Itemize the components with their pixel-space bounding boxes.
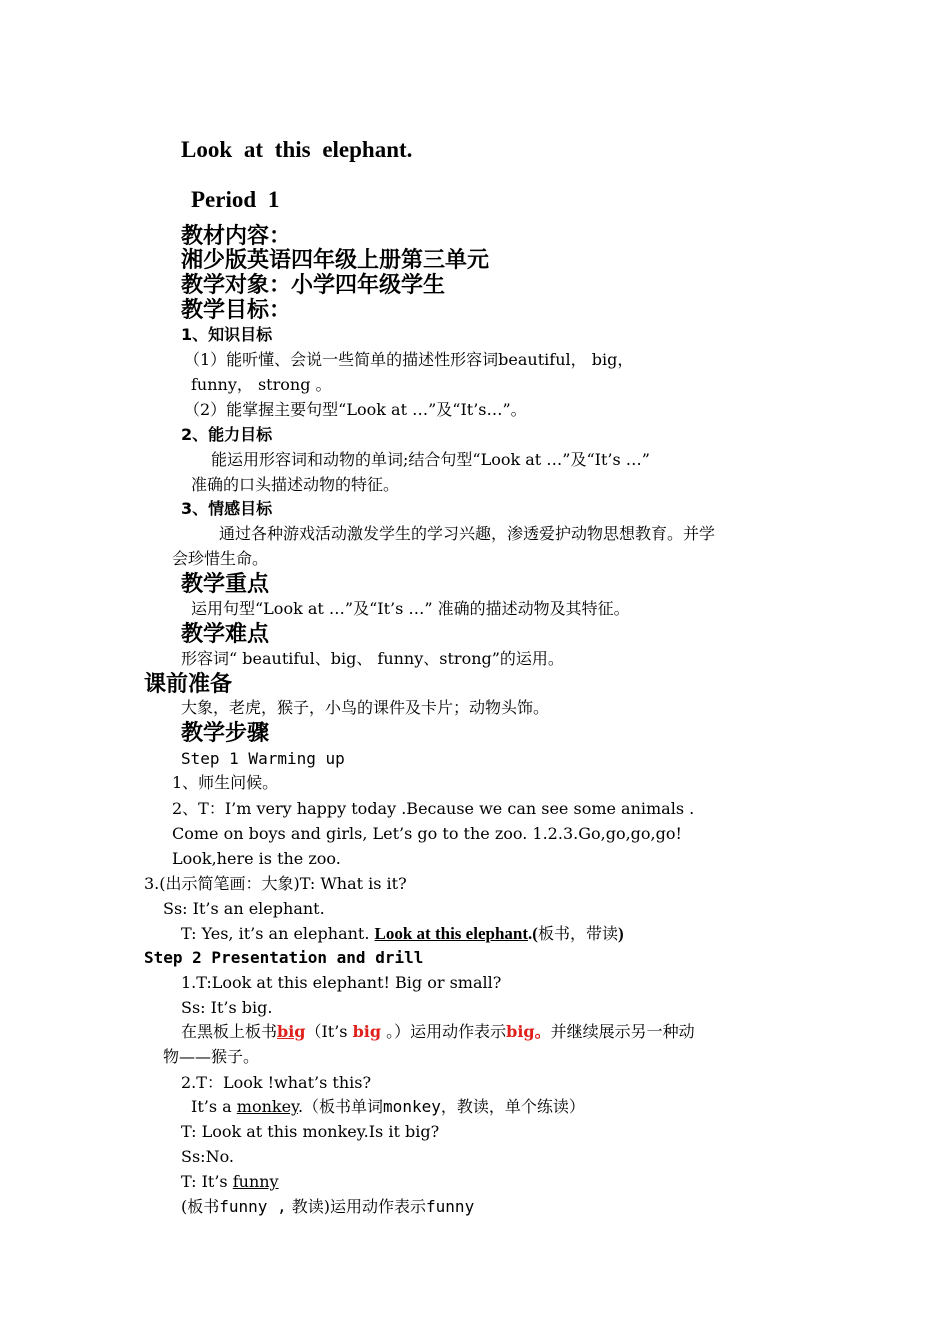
- step2-line3-continue: 并继续展示另一种动: [550, 1022, 695, 1041]
- difficulties-heading: 教学难点: [181, 622, 270, 647]
- step2-line6-text: It’s a: [191, 1097, 237, 1116]
- big-word: big: [352, 1022, 382, 1041]
- document-title: Look at this elephant.: [181, 137, 413, 162]
- key-points-text: 运用句型“Look at …”及“It’s …” 准确的描述动物及其特征。: [191, 599, 630, 618]
- step1-line1: 1、师生问候。: [172, 773, 279, 792]
- monkey-word: monkey: [383, 1097, 441, 1116]
- step1-heading: Step 1 Warming up: [181, 749, 345, 768]
- step2-line4: 物——猴子。: [163, 1047, 260, 1066]
- step2-line5: 2.T：Look !what’s this?: [181, 1073, 372, 1092]
- preparation-text: 大象，老虎，猴子，小鸟的课件及卡片；动物头饰。: [181, 698, 550, 717]
- step2-line6-note-end: ，教读，单个练读）: [440, 1097, 585, 1116]
- step1-line6: Ss: It’s an elephant.: [163, 899, 325, 918]
- ability-line2: 准确的口头描述动物的特征。: [191, 475, 400, 494]
- knowledge-item2: （2）能掌握主要句型“Look at …”及“It’s…”。: [184, 400, 527, 419]
- funny-word: funny: [232, 1172, 279, 1191]
- difficulties-text: 形容词“ beautiful、big、 funny、strong”的运用。: [181, 649, 564, 668]
- emotion-line1: 通过各种游戏活动激发学生的学习兴趣，渗透爱护动物思想教育。并学: [219, 524, 716, 543]
- step2-line9: [181, 1174, 279, 1190]
- step2-line3-paren: （It’s: [305, 1022, 353, 1041]
- step2-line3-text: 在黑板上板书: [181, 1022, 278, 1041]
- step2-line2: Ss: It’s big.: [181, 998, 273, 1017]
- ability-heading: 2、能力目标: [181, 425, 273, 444]
- material-heading: 教材内容：: [181, 224, 292, 249]
- step2-line6-note: .（板书单词: [297, 1097, 384, 1116]
- step1-line7-close: ): [617, 924, 624, 943]
- ability-line1: 能运用形容词和动物的单词;结合句型“Look at …”及“It’s …”: [211, 450, 650, 469]
- step1-line3: Come on boys and girls, Let’s go to the zoo. 1.2.3.Go,go,go,go!: [172, 824, 682, 843]
- step2-heading: Step 2 Presentation and drill: [144, 948, 424, 967]
- knowledge-heading: 1、知识目标: [181, 325, 273, 344]
- step1-line2: 2、T：I’m very happy today .Because we can see some animals .: [172, 799, 695, 818]
- step2-line10-text: (板书: [181, 1197, 220, 1216]
- objectives-heading: 教学目标：: [181, 298, 292, 323]
- step2-line10-action: 教读)运用动作表示: [286, 1197, 427, 1216]
- emotion-heading: 3、情感目标: [181, 499, 273, 518]
- period-label: Period 1: [191, 187, 280, 212]
- textbook-label: 湘少版英语四年级上册第三单元: [181, 248, 490, 273]
- step2-line8: Ss:No.: [181, 1147, 234, 1166]
- step2-line3-action: 。）运用动作表示: [381, 1022, 507, 1041]
- step2-line6: [191, 1099, 585, 1115]
- big-word: big。: [506, 1022, 551, 1041]
- step2-line1: 1.T:Look at this elephant! Big or small?: [181, 973, 502, 992]
- knowledge-item1-line2: funny， strong 。: [191, 375, 332, 394]
- step1-line7-text: T: Yes, it’s an elephant.: [181, 924, 375, 943]
- funny-word: funny: [426, 1197, 475, 1216]
- step2-line7: T: Look at this monkey.Is it big?: [181, 1122, 440, 1141]
- step1-line4: Look,here is the zoo.: [172, 849, 341, 868]
- step2-line10: [181, 1199, 474, 1215]
- step1-line7-punct: .(: [528, 924, 538, 943]
- step1-line7-note: 板书，带读: [537, 924, 618, 943]
- steps-heading: 教学步骤: [181, 721, 270, 746]
- step1-line5: 3.(出示简笔画：大象)T: What is it?: [144, 874, 407, 893]
- funny-word: funny ,: [219, 1197, 287, 1216]
- key-points-heading: 教学重点: [181, 572, 270, 597]
- step2-line3: [181, 1024, 695, 1040]
- step1-line7: [181, 925, 624, 942]
- audience-label: 教学对象：小学四年级学生: [181, 273, 446, 298]
- knowledge-item1-line1: （1）能听懂、会说一些简单的描述性形容词beautiful， big，: [184, 350, 634, 369]
- step2-line9-text: T: It’s: [181, 1172, 233, 1191]
- emotion-line2: 会珍惜生命。: [172, 549, 269, 568]
- preparation-heading: 课前准备: [144, 672, 233, 697]
- board-writing-phrase: Look at this elephant: [374, 924, 529, 943]
- big-word: big: [277, 1022, 306, 1041]
- monkey-word: monkey: [236, 1097, 298, 1116]
